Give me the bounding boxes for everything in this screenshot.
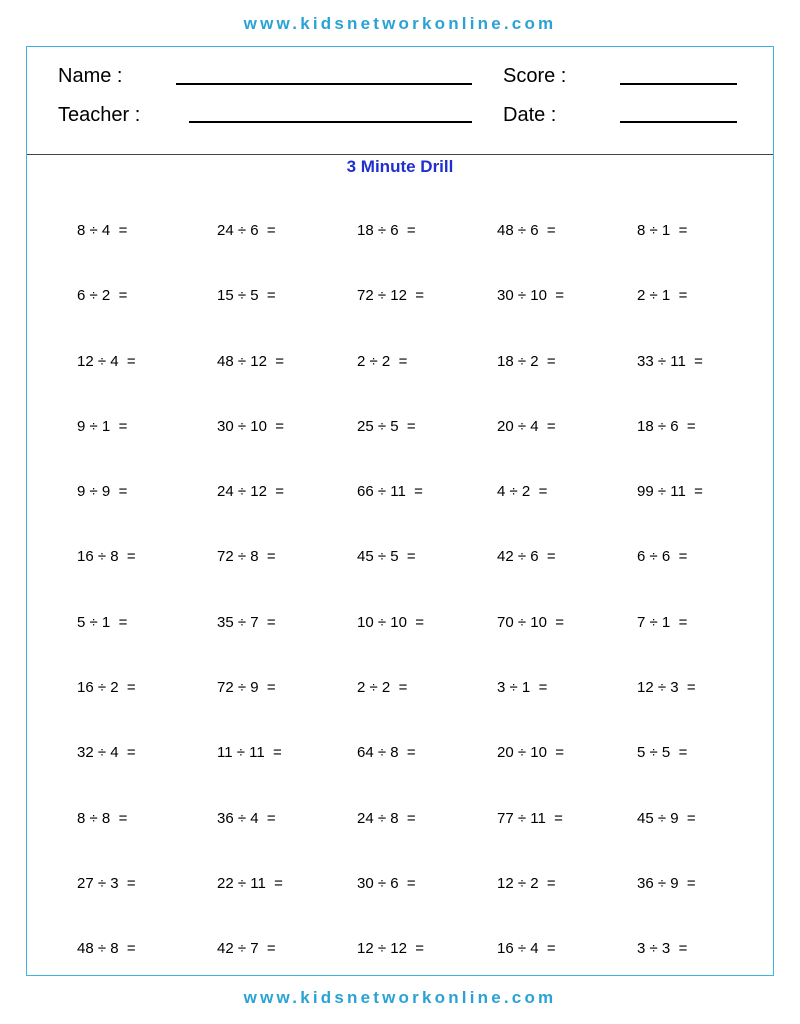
problem-row: [77, 478, 777, 543]
division-problem: 7 ÷ 1 =: [637, 613, 688, 631]
problem-row: [77, 739, 777, 804]
division-problem: 66 ÷ 11 =: [357, 483, 423, 501]
division-problem: 25 ÷ 5 =: [357, 417, 416, 435]
division-problem: 20 ÷ 10 =: [497, 744, 565, 762]
division-problem: 24 ÷ 6 =: [217, 222, 276, 239]
division-problem: 5 ÷ 5 =: [637, 744, 688, 762]
problem-row: [77, 543, 777, 608]
division-problem: 12 ÷ 12 =: [357, 940, 425, 958]
division-problem: 77 ÷ 11 =: [497, 809, 563, 827]
division-problem: 3 ÷ 3 =: [637, 940, 688, 958]
division-problem: 72 ÷ 12 =: [357, 287, 425, 305]
division-problem: 12 ÷ 3 =: [637, 679, 696, 697]
division-problem: 18 ÷ 6 =: [637, 417, 696, 435]
division-problem: 8 ÷ 4 =: [77, 222, 128, 239]
division-problem: 70 ÷ 10 =: [497, 613, 565, 631]
division-problem: 30 ÷ 10 =: [217, 417, 285, 435]
division-problem: 6 ÷ 6 =: [637, 548, 688, 566]
site-url-top: www.kidsnetworkonline.com: [243, 14, 557, 33]
division-problem: 20 ÷ 4 =: [497, 417, 556, 435]
division-problem: 8 ÷ 8 =: [77, 809, 128, 827]
division-problem: 2 ÷ 2 =: [357, 352, 408, 370]
problem-row: [77, 413, 777, 478]
division-problem: 42 ÷ 7 =: [217, 940, 276, 958]
problem-row: [77, 348, 777, 413]
division-problem: 36 ÷ 9 =: [637, 874, 696, 892]
division-problem: 48 ÷ 12 =: [217, 352, 285, 370]
division-problem: 24 ÷ 12 =: [217, 483, 285, 501]
division-problem: 24 ÷ 8 =: [357, 809, 416, 827]
worksheet: [26, 46, 774, 976]
worksheet-header: [27, 47, 773, 155]
division-problem: 48 ÷ 6 =: [497, 222, 556, 239]
division-problem: 4 ÷ 2 =: [497, 483, 548, 501]
division-problem: 33 ÷ 11 =: [637, 352, 703, 370]
division-problem: 6 ÷ 2 =: [77, 287, 128, 305]
division-problem: 16 ÷ 4 =: [497, 940, 556, 958]
division-problem: 2 ÷ 1 =: [637, 287, 688, 305]
division-problem: 5 ÷ 1 =: [77, 613, 128, 631]
division-problem: 3 ÷ 1 =: [497, 679, 548, 697]
division-problem: 15 ÷ 5 =: [217, 287, 276, 305]
division-problem: 42 ÷ 6 =: [497, 548, 556, 566]
problem-row: [77, 674, 777, 739]
drill-title: 3 Minute Drill: [346, 157, 454, 176]
score-field[interactable]: [620, 83, 737, 85]
division-problem: 12 ÷ 4 =: [77, 352, 136, 370]
division-problem: 9 ÷ 1 =: [77, 417, 128, 435]
problem-row: [77, 217, 777, 282]
division-problem: 32 ÷ 4 =: [77, 744, 136, 762]
division-problem: 36 ÷ 4 =: [217, 809, 276, 827]
problem-row: [77, 609, 777, 674]
division-problem: 48 ÷ 8 =: [77, 940, 136, 958]
division-problem: 45 ÷ 9 =: [637, 809, 696, 827]
division-problem: 22 ÷ 11 =: [217, 874, 283, 892]
name-label: Name :: [58, 65, 123, 87]
teacher-label: Teacher :: [58, 104, 141, 126]
teacher-field[interactable]: [189, 121, 472, 123]
division-problem: 99 ÷ 11 =: [637, 483, 703, 501]
division-problem: 18 ÷ 6 =: [357, 222, 416, 239]
name-field[interactable]: [176, 83, 472, 85]
division-problem: 12 ÷ 2 =: [497, 874, 556, 892]
division-problem: 2 ÷ 2 =: [357, 679, 408, 697]
score-label: Score :: [503, 65, 567, 87]
date-label: Date :: [503, 104, 557, 126]
division-problem: 72 ÷ 9 =: [217, 679, 276, 697]
site-url-bottom: www.kidsnetworkonline.com: [243, 988, 557, 1007]
division-problem: 11 ÷ 11 =: [217, 744, 282, 762]
division-problem: 64 ÷ 8 =: [357, 744, 416, 762]
division-problem: 9 ÷ 9 =: [77, 483, 128, 501]
division-problem: 18 ÷ 2 =: [497, 352, 556, 370]
division-problem: 16 ÷ 2 =: [77, 679, 136, 697]
division-problem: 30 ÷ 10 =: [497, 287, 565, 305]
division-problem: 30 ÷ 6 =: [357, 874, 416, 892]
division-problem: 16 ÷ 8 =: [77, 548, 136, 566]
problem-row: [77, 282, 777, 347]
division-problem: 10 ÷ 10 =: [357, 613, 425, 631]
problem-row: [77, 870, 777, 935]
division-problem: 72 ÷ 8 =: [217, 548, 276, 566]
problem-grid: [77, 217, 777, 1001]
division-problem: 35 ÷ 7 =: [217, 613, 276, 631]
division-problem: 8 ÷ 1 =: [637, 222, 688, 239]
division-problem: 27 ÷ 3 =: [77, 874, 136, 892]
problem-row: [77, 805, 777, 870]
date-field[interactable]: [620, 121, 737, 123]
division-problem: 45 ÷ 5 =: [357, 548, 416, 566]
